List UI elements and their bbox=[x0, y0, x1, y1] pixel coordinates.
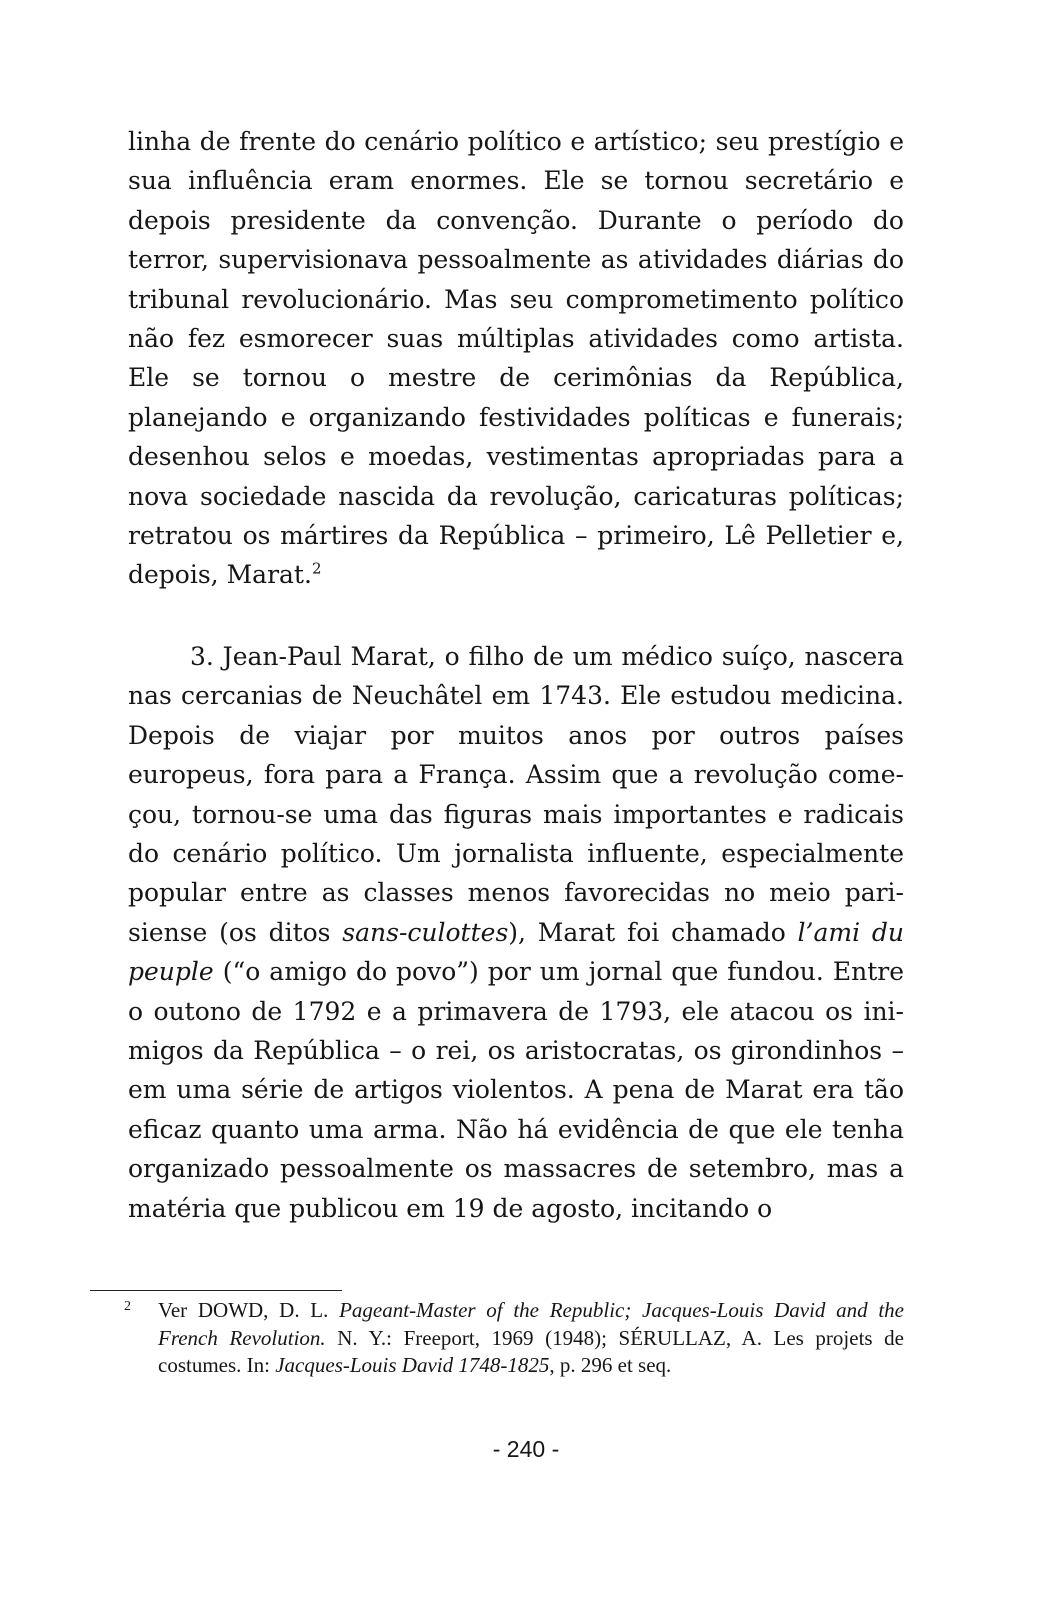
footnote bbox=[124, 1297, 904, 1380]
footnote-divider bbox=[90, 1290, 342, 1291]
footnote-text: Ver DOWD, D. L. bbox=[158, 1298, 340, 1322]
paragraph-david bbox=[128, 122, 904, 595]
paragraph-text: ), Marat foi chamado bbox=[508, 917, 798, 947]
italic-term-sans-culottes: sans-culottes bbox=[342, 917, 509, 947]
footnote-reference: 2 bbox=[311, 560, 322, 579]
footnote-text: , p. 296 et seq. bbox=[549, 1353, 672, 1377]
page-number: - 240 - bbox=[492, 1436, 560, 1462]
footnote-text: N. Y.: Freeport, 1969 (1948); SÉRULLAZ, A. Les projets de costumes. In: bbox=[158, 1325, 904, 1377]
footnote-title-italic: Pageant-Master of the Republic; Jacques-Louis David and the French Revolution. bbox=[158, 1298, 904, 1350]
paragraph-text: linha de frente do cenário político e artístico; seu prestígio e sua influência eram enormes. Ele se tornou secretário e depois presidente da convenção. Durante o período do terror, supervisionava pessoalmente as atividades diárias do tribunal revolucionário. Mas seu comprometimento político não fez esmorecer suas múltiplas atividades como artista. Ele se tornou o mestre de cerimônias da República, planejando e organizando festividades políticas e funerais; desenhou selos e moedas, vestimentas apropriadas para a nova sociedade nascida da revolução, caricaturas políticas; retratou os mártires da República – primeiro, Lê Pelletier e, depois, Marat. bbox=[128, 127, 904, 590]
paragraph-text: 3. Jean-Paul Marat, o filho de um médico suíço, nascera nas cercanias de Neuchâtel em 1743. Ele estudou medicina. Depois de viajar por muitos anos por outros países europeus, fora para a França. Assim que a revolução começou, tornou-se uma das figuras mais importantes e radicais do cenário político. Um jornalista influente, especialmente popular entre as classes menos favorecidas no meio parisiense (os ditos bbox=[128, 642, 904, 947]
italic-term-ami-du-peuple: l’ami du peuple bbox=[128, 917, 904, 987]
footnote-title-italic: Jacques-Louis David 1748-1825 bbox=[275, 1353, 550, 1377]
paragraph-text: (“o amigo do povo”) por um jornal que fundou. Entre o outono de 1792 e a primavera de 1793, ele atacou os inimigos da República – o rei, os aristocratas, os girondinhos – em uma série de artigos violentos. A pena de Marat era tão eficaz quanto uma arma. Não há evidência de que ele tenha organizado pessoalmente os massacres de setembro, mas a matéria que publicou em 19 de agosto, incitando o bbox=[128, 957, 904, 1223]
footnote-number: 2 bbox=[124, 1299, 131, 1314]
paragraph-marat bbox=[128, 637, 904, 1228]
